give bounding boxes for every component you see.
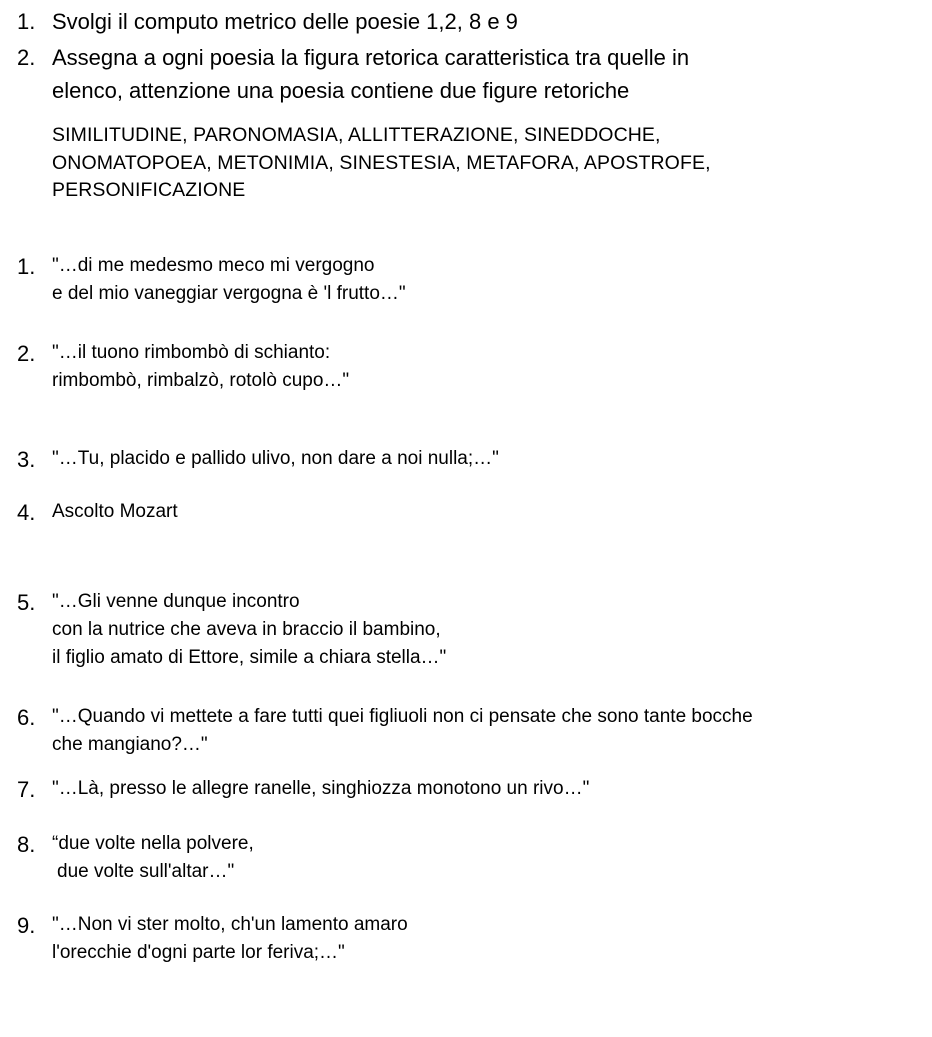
poem-number: 1. [17, 254, 36, 279]
poem-line: che mangiano?…" [52, 734, 208, 755]
poem-line: "…Quando vi mettete a fare tutti quei figliuoli non ci pensate che sono tante bocche [52, 706, 753, 727]
poem-line: Ascolto Mozart [52, 501, 178, 522]
poem-line: "…Gli venne dunque incontro [52, 591, 300, 612]
instruction-number: 1. [17, 9, 36, 34]
poem-line: due volte sull'altar…" [57, 861, 235, 882]
poem-number: 3. [17, 447, 36, 472]
figure-list-line: ONOMATOPOEA, METONIMIA, SINESTESIA, METAFORA, APOSTROFE, [52, 152, 711, 174]
poem-number: 8. [17, 832, 36, 857]
poem-line: “due volte nella polvere, [52, 833, 254, 854]
instruction-text: Assegna a ogni poesia la figura retorica caratteristica tra quelle in [52, 45, 690, 70]
poem-line: rimbombò, rimbalzò, rotolò cupo…" [52, 370, 350, 391]
poem-line: "…Non vi ster molto, ch'un lamento amaro [52, 914, 408, 935]
poem-line: "…Tu, placido e pallido ulivo, non dare a noi nulla;…" [52, 448, 499, 469]
figure-list-line: PERSONIFICAZIONE [52, 179, 246, 201]
poem-line: con la nutrice che aveva in braccio il bambino, [52, 619, 441, 640]
poem-number: 6. [17, 705, 36, 730]
poem-line: "…Là, presso le allegre ranelle, singhiozza monotono un rivo…" [52, 778, 590, 799]
instruction-text: Svolgi il computo metrico delle poesie 1,2, 8 e 9 [52, 9, 518, 34]
figure-list-line: SIMILITUDINE, PARONOMASIA, ALLITTERAZIONE, SINEDDOCHE, [52, 124, 661, 146]
poem-line: "…il tuono rimbombò di schianto: [52, 342, 331, 363]
instruction-number: 2. [17, 45, 36, 70]
poem-number: 5. [17, 590, 36, 615]
poem-number: 7. [17, 777, 36, 802]
poem-number: 9. [17, 913, 36, 938]
poem-line: l'orecchie d'ogni parte lor feriva;…" [52, 942, 345, 963]
poem-number: 4. [17, 500, 36, 525]
poem-line: e del mio vaneggiar vergogna è 'l frutto…" [52, 283, 406, 304]
poem-line: il figlio amato di Ettore, simile a chiara stella…" [52, 647, 447, 668]
instruction-text: elenco, attenzione una poesia contiene due figure retoriche [52, 78, 630, 103]
poem-number: 2. [17, 341, 36, 366]
poem-line: "…di me medesmo meco mi vergogno [52, 255, 375, 276]
